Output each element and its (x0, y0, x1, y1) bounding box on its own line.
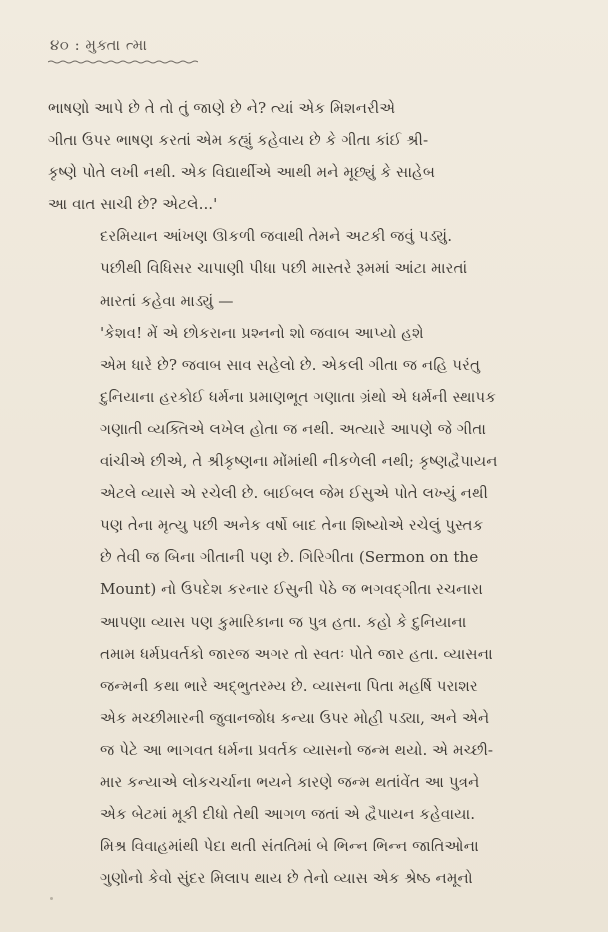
text-line: તમામ ધર્મપ્રવર્તકો જારજ અગર તો સ્વતઃ પોતે જાર હતા. વ્યાસના (100, 644, 493, 663)
paragraph (48, 317, 564, 895)
text-line: ભાષણો આપે છે તે તો તું જાણે છે ને? ત્યાં એક મિશનરીએ (48, 99, 396, 117)
text-line: ગણાતી વ્યક્તિએ લખેલ હોતા જ નથી. અત્યારે આપણે જે ગીતા (100, 419, 487, 438)
text-line: દરમિયાન આંખણ ઊકળી જવાથી તેમને અટકી જવું પડ્યું. (100, 227, 453, 246)
text-line: મિશ્ર વિવાહમાંથી પેદા થતી સંતતિમાં બે ભિન્ન ભિન્ન જાતિઓના (100, 837, 479, 856)
text-line: એક મચ્છીમારની જુવાનજોધ કન્યા ઉપર મોહી પડ્યા, અને એને (100, 708, 490, 727)
text-line: જન્મની કથા ભારે અદ્ભુતરમ્ય છે. વ્યાસના પિતા મહર્ષિ પરાશર (100, 676, 478, 695)
running-head: ૪૦ : મુક્તા ત્મા (50, 36, 148, 54)
text-line: ગુણોનો કેવો સુંદર મિલાપ થાય છે તેનો વ્યાસ એક શ્રેષ્ઠ નમૂનો (100, 869, 473, 888)
text-line: પણ તેના મૃત્યુ પછી અનેક વર્ષો બાદ તેના શિષ્યોએ રચેલું પુસ્તક (100, 516, 484, 535)
text-line: એટલે વ્યાસે એ રચેલી છે. બાઈબલ જેમ ઈસુએ પોતે લખ્યું નથી (100, 484, 488, 503)
text-line: દુનિયાના હરકોઈ ધર્મના પ્રમાણભૂત ગણાતા ગ્રંથો એ ધર્મની સ્થાપક (100, 387, 496, 406)
text-line: ગીતા ઉપર ભાષણ કરતાં એમ કહ્યું કહેવાય છે કે ગીતા કાંઈ શ્રી- (48, 131, 429, 150)
text-line: કૃષ્ણે પોતે લખી નથી. એક વિદ્યાર્થીએ આથી મને મૂછ્યું કે સાહેબ (48, 163, 436, 182)
text-line: 'કેશવ! મેં એ છોકરાના પ્રશ્નનો શો જવાબ આપ્યો હશે (100, 323, 424, 342)
text-line: મારતાં કહેવા માડ્યું — (100, 291, 234, 310)
text-line: આ વાત સાચી છે? એટલે...' (48, 195, 218, 214)
text-line: માર કન્યાએ લોકચર્ચાના ભયને કારણે જન્મ થતાંવેંત આ પુત્રને (100, 772, 480, 791)
text-line: જ પેટે આ ભાગવત ધર્મના પ્રવર્તક વ્યાસનો જન્મ થયો. એ મચ્છી- (100, 740, 494, 759)
text-line: એમ ધારે છે? જવાબ સાવ સહેલો છે. એકલી ગીતા જ નહિ પરંતુ (100, 355, 481, 374)
paragraph (48, 92, 564, 220)
text-line: એક બેટમાં મૂકી દીધો તેથી આગળ જતાં એ દ્વૈપાયન કહેવાયા. (100, 805, 476, 824)
wavy-rule-ornament (48, 60, 198, 64)
text-line: વાંચીએ છીએ, તે શ્રીકૃષ્ણના મોંમાંથી નીકળેલી નથી; કૃષ્ણદ્વૈપાયન (100, 452, 498, 471)
paragraph (48, 220, 564, 316)
page-speck (50, 897, 53, 900)
body-text (48, 92, 564, 894)
text-line: છે તેવી જ બિના ગીતાની પણ છે. ગિરિગીતા (Sermon on the (100, 548, 479, 567)
text-line: Mount) નો ઉપદેશ કરનાર ઈસુની પેઠે જ ભગવદ્ગીતા રચનારા (100, 580, 483, 599)
text-line: પછીથી વિધિસર ચાપાણી પીધા પછી માસ્તરે રૂમમાં આંટા મારતાં (100, 259, 468, 278)
text-line: આપણા વ્યાસ પણ કુમારિકાના જ પુત્ર હતા. કહો કે દુનિયાના (100, 612, 467, 631)
